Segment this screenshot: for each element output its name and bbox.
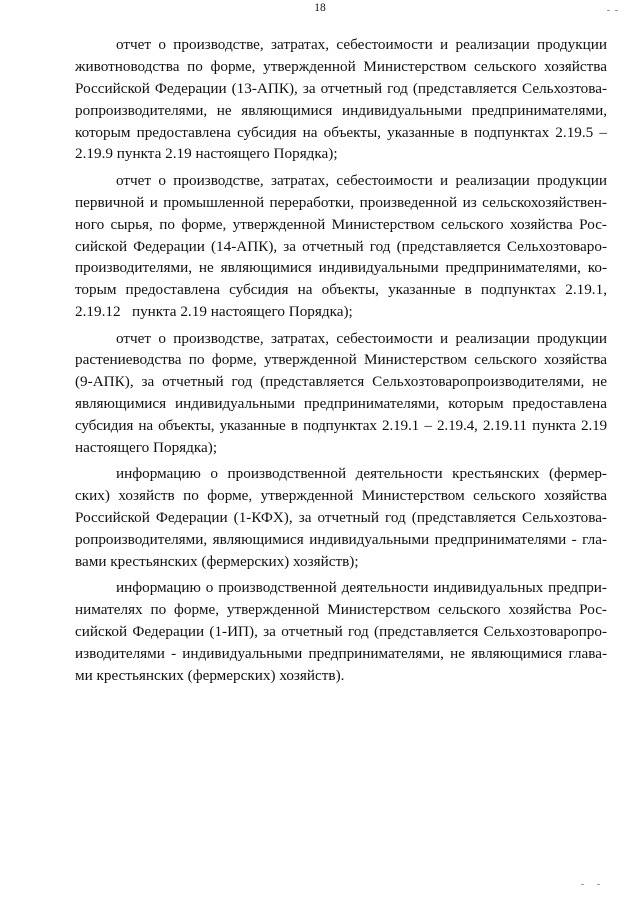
paragraph-line: первичной и промышленной переработки, произведенной из сельскохозяйствен- [75,193,607,211]
paragraph-line: ских) хозяйств по форме, утвержденной Министерством сельского хозяйства [75,487,607,505]
paragraph-line: сийской Федерации (14-АПК), за отчетный год (представляется Сельхозтоваро- [75,237,607,255]
paragraph-line: настоящего Порядка); [75,439,218,457]
paragraph-line: производителями, не являющимися индивидуальными предпринимателями, ко- [75,259,607,277]
paragraph-line: отчет о производстве, затратах, себестоимости и реализации продукции [116,36,607,53]
paragraph-line: изводителями - индивидуальными предпринимателями, не являющимися глава- [75,645,607,663]
paragraph-13-apk-report [75,34,607,165]
paragraph-1-ip-info [75,577,607,686]
paragraph-14-apk-report [75,170,607,323]
scan-mark [581,884,584,885]
paragraph-line: 2.19.12 пункта 2.19 настоящего Порядка); [75,303,353,321]
paragraph-line: которым предоставлена субсидия на объекты, указанные в подпунктах 2.19.5 – [75,123,607,141]
paragraph-9-apk-report [75,328,607,459]
paragraph-line: являющимися индивидуальными предпринимателями, которым предоставлена [75,395,607,413]
paragraph-line: отчет о производстве, затратах, себестоимости и реализации продукции [116,329,607,347]
paragraph-line: ного сырья, по форме, утвержденной Министерством сельского хозяйства Рос- [75,215,607,233]
page-number: 18 [314,2,326,14]
document-body [75,34,607,687]
paragraph-line: отчет о производстве, затратах, себестоимости и реализации продукции [116,171,607,189]
paragraph-line: информацию о производственной деятельности крестьянских (фермер- [116,465,607,483]
paragraph-line: Российской Федерации (13-АПК), за отчетный год (представляется Сельхозтова- [75,79,607,97]
paragraph-line: ми крестьянских (фермерских) хозяйств). [75,666,345,684]
paragraph-line: 2.19.9 пункта 2.19 настоящего Порядка); [75,145,338,163]
paragraph-line: вами крестьянских (фермерских) хозяйств); [75,552,359,570]
paragraph-line: субсидия на объекты, указанные в подпунктах 2.19.1 – 2.19.4, 2.19.11 пункта 2.19 [75,417,607,435]
paragraph-line: ропроизводителями, являющимися индивидуальными предпринимателями - гла- [75,531,607,549]
paragraph-line: нимателях по форме, утвержденной Министерством сельского хозяйства Рос- [75,601,607,619]
paragraph-line: сийской Федерации (1-ИП), за отчетный год (представляется Сельхозтоваропро- [75,623,607,641]
paragraph-line: информацию о производственной деятельности индивидуальных предпри- [116,579,607,597]
paragraph-line: животноводства по форме, утвержденной Министерством сельского хозяйства [75,57,607,75]
paragraph-line: (9-АПК), за отчетный год (представляется Сельхозтоваропроизводителями, не [75,373,607,391]
paragraph-line: Российской Федерации (1-КФХ), за отчетный год (представляется Сельхозтова- [75,509,607,527]
scan-mark [597,884,600,885]
paragraph-line: ропроизводителями, не являющимися индивидуальными предпринимателями, [75,101,607,119]
paragraph-1-kfh-info [75,463,607,572]
paragraph-line: торым предоставлена субсидия на объекты, указанные в подпунктах 2.19.1, [75,281,607,299]
paragraph-line: растениеводства по форме, утвержденной Министерством сельского хозяйства [75,351,607,369]
